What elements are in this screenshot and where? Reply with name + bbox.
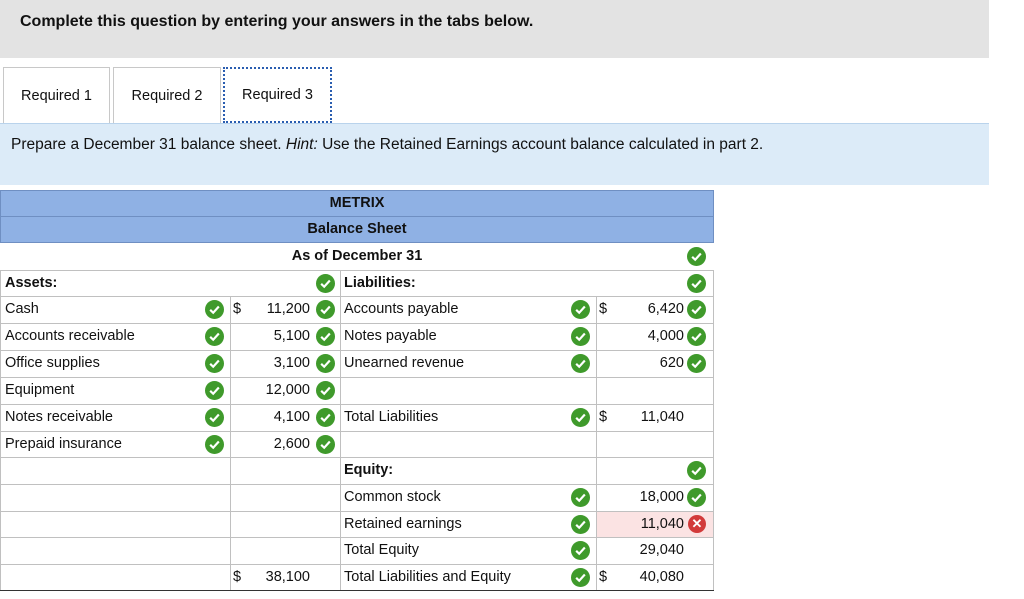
check-icon bbox=[205, 300, 224, 319]
asset-value[interactable]: 5,100 bbox=[273, 328, 310, 344]
asset-label[interactable]: Notes receivable bbox=[5, 409, 113, 425]
check-icon bbox=[205, 354, 224, 373]
check-icon bbox=[571, 488, 590, 507]
tab-required-1[interactable] bbox=[3, 67, 110, 123]
sheet-title-header bbox=[0, 216, 714, 243]
equity-value[interactable]: 18,000 bbox=[639, 489, 684, 505]
asset-label[interactable]: Cash bbox=[5, 301, 39, 317]
check-icon bbox=[205, 381, 224, 400]
assets-header: Assets: bbox=[5, 275, 58, 291]
check-icon bbox=[205, 327, 224, 346]
instruction-text: Complete this question by entering your answers in the tabs below. bbox=[20, 13, 534, 30]
asset-label[interactable]: Equipment bbox=[5, 382, 75, 398]
check-icon bbox=[316, 381, 335, 400]
asset-label[interactable]: Office supplies bbox=[5, 355, 100, 371]
equity-value[interactable]: 11,040 bbox=[640, 516, 684, 532]
dollar-sign: $ bbox=[599, 569, 608, 585]
liability-value[interactable]: 6,420 bbox=[647, 301, 684, 317]
check-icon bbox=[687, 461, 706, 480]
equity-label[interactable]: Common stock bbox=[344, 489, 441, 505]
asset-value[interactable]: 11,200 bbox=[266, 301, 310, 317]
total-equity-value: 29,040 bbox=[639, 542, 684, 558]
asset-label[interactable]: Accounts receivable bbox=[5, 328, 135, 344]
check-icon bbox=[571, 327, 590, 346]
liability-value[interactable]: 620 bbox=[659, 355, 684, 371]
check-icon bbox=[205, 435, 224, 454]
check-icon bbox=[205, 408, 224, 427]
date-row bbox=[0, 243, 714, 270]
check-icon bbox=[687, 488, 706, 507]
asset-value[interactable]: 2,600 bbox=[273, 436, 310, 452]
tab-required-3[interactable] bbox=[223, 67, 332, 123]
asset-value[interactable]: 12,000 bbox=[265, 382, 310, 398]
check-icon bbox=[687, 354, 706, 373]
check-icon bbox=[687, 300, 706, 319]
asset-value[interactable]: 3,100 bbox=[273, 355, 310, 371]
tab-label: Required 1 bbox=[21, 87, 92, 104]
tab-label: Required 2 bbox=[131, 87, 203, 104]
check-icon bbox=[316, 408, 335, 427]
check-icon bbox=[316, 327, 335, 346]
dollar-sign: $ bbox=[599, 301, 608, 317]
tab-label: Required 3 bbox=[242, 87, 313, 103]
tab-required-2[interactable] bbox=[113, 67, 221, 123]
dollar-sign: $ bbox=[233, 301, 242, 317]
check-icon bbox=[687, 327, 706, 346]
error-x-icon: ✕ bbox=[688, 515, 706, 533]
check-icon bbox=[316, 354, 335, 373]
check-icon bbox=[571, 408, 590, 427]
total-equity-label: Total Equity bbox=[344, 542, 419, 558]
check-icon bbox=[571, 541, 590, 560]
check-icon bbox=[687, 247, 706, 266]
liabilities-header: Liabilities: bbox=[344, 275, 416, 291]
sheet-title: Balance Sheet bbox=[307, 221, 407, 237]
total-liab-equity-value: 40,080 bbox=[639, 569, 684, 585]
equity-label[interactable]: Retained earnings bbox=[344, 516, 462, 532]
check-icon bbox=[316, 274, 335, 293]
hint-label: Hint: bbox=[285, 136, 318, 153]
check-icon bbox=[316, 300, 335, 319]
total-liabilities-label: Total Liabilities bbox=[344, 409, 439, 425]
dollar-sign: $ bbox=[233, 569, 242, 585]
liability-value[interactable]: 4,000 bbox=[647, 328, 684, 344]
liability-label[interactable]: Unearned revenue bbox=[344, 355, 465, 371]
total-assets-value: 38,100 bbox=[265, 569, 310, 585]
company-header bbox=[0, 190, 714, 217]
hint-text: Use the Retained Earnings account balance calculated in part 2. bbox=[322, 136, 764, 153]
prompt-main: Prepare a December 31 balance sheet. bbox=[11, 136, 282, 153]
total-liab-equity-label: Total Liabilities and Equity bbox=[344, 569, 511, 585]
check-icon bbox=[571, 515, 590, 534]
asset-value[interactable]: 4,100 bbox=[273, 409, 310, 425]
check-icon bbox=[316, 435, 335, 454]
liability-label[interactable]: Accounts payable bbox=[344, 301, 459, 317]
prompt-text bbox=[11, 136, 763, 154]
total-liabilities-value: 11,040 bbox=[640, 409, 684, 425]
check-icon bbox=[571, 354, 590, 373]
instruction-bar bbox=[0, 0, 989, 58]
liability-label[interactable]: Notes payable bbox=[344, 328, 437, 344]
equity-header: Equity: bbox=[344, 462, 394, 478]
sheet-date: As of December 31 bbox=[291, 248, 423, 264]
company-name: METRIX bbox=[329, 195, 385, 211]
check-icon bbox=[687, 274, 706, 293]
prompt-panel bbox=[0, 123, 989, 185]
check-icon bbox=[571, 568, 590, 587]
check-icon bbox=[571, 300, 590, 319]
asset-label[interactable]: Prepaid insurance bbox=[5, 436, 122, 452]
dollar-sign: $ bbox=[599, 409, 608, 425]
